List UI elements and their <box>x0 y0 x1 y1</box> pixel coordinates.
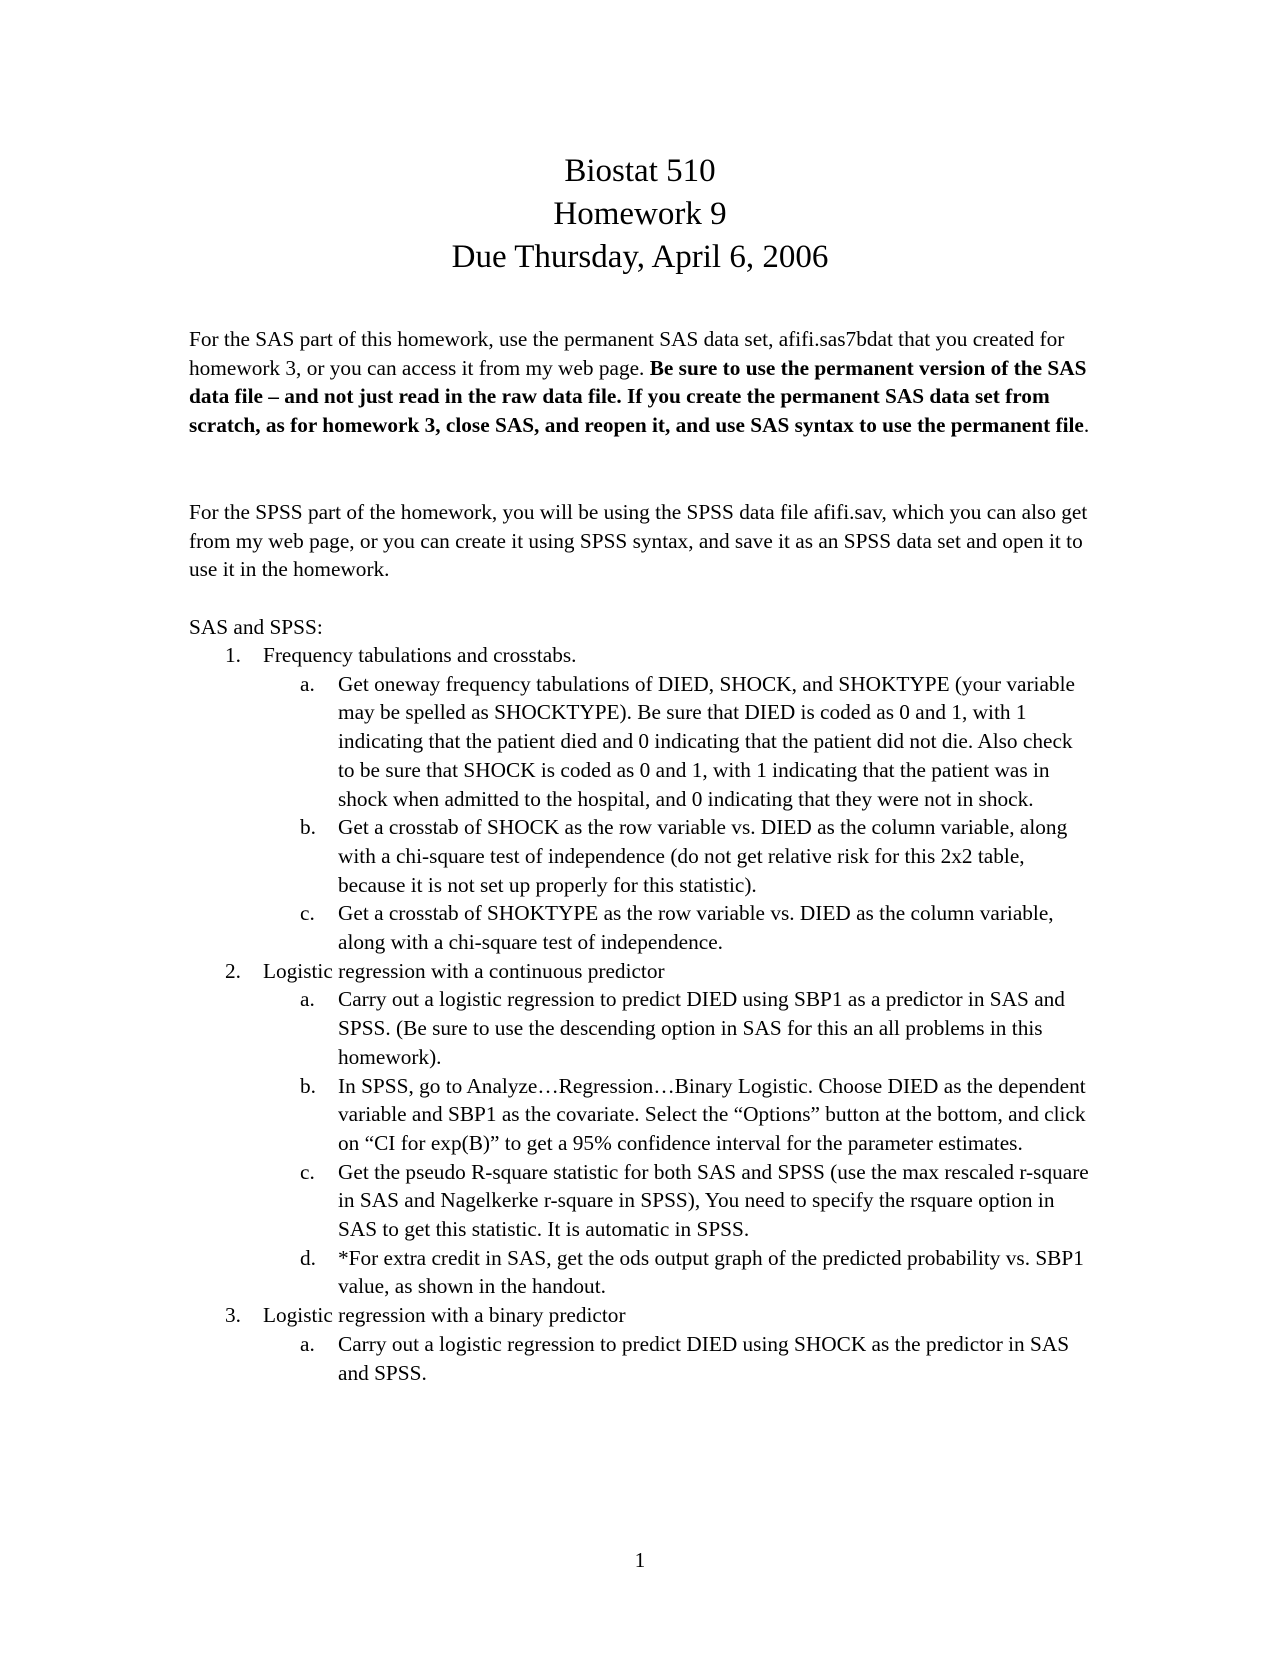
part-letter: b. <box>300 1073 316 1098</box>
part-letter: c. <box>300 1159 315 1184</box>
question-3-part-a <box>189 1330 1109 1387</box>
part-letter: a. <box>300 1331 315 1356</box>
intro-sas-end: . <box>1083 413 1090 438</box>
part-letter: b. <box>300 815 316 840</box>
due-date: Due Thursday, April 6, 2006 <box>451 239 829 275</box>
part-letter: d. <box>300 1245 316 1270</box>
part-text: Carry out a logistic regression to predict DIED using SBP1 as a predictor in SAS and SPSS. (Be sure to use the descending option in SAS for this an all problems in this homework). <box>338 987 1065 1069</box>
question-number: 1. <box>225 643 241 667</box>
question-2-part-b <box>189 1072 1109 1158</box>
question-title: Logistic regression with a binary predictor <box>263 1303 626 1328</box>
section-heading: SAS and SPSS: <box>189 615 323 639</box>
question-1-part-b <box>189 813 1109 899</box>
part-text: Get a crosstab of SHOCK as the row variable vs. DIED as the column variable, along with a chi-square test of independence (do not get relative risk for this 2x2 table, because it is not set up properly for this statistic). <box>338 815 1068 897</box>
part-text: Get the pseudo R-square statistic for both SAS and SPSS (use the max rescaled r-square in SAS and Nagelkerke r-square in SPSS), You need to specify the rsquare option in SAS to get this statistic. It is automatic in SPSS. <box>338 1159 1089 1242</box>
question-2-part-d <box>189 1244 1109 1301</box>
question-3 <box>189 1301 1109 1330</box>
intro-sas-bold: Be sure to use the permanent version of the SAS data file – and not just read in the raw data file. If you create the permanent SAS data set from scratch, as for homework 3, close SAS, and reopen it, and use SAS syntax to use the permanent file <box>189 355 1087 438</box>
part-letter: a. <box>300 671 315 696</box>
part-text: In SPSS, go to Analyze…Regression…Binary Logistic. Choose DIED as the dependent variable and SBP1 as the covariate. Select the “Options” button at the bottom, and click on “CI for exp(B)” to get a 95% confidence interval for the parameter estimates. <box>338 1073 1086 1155</box>
question-1-part-c <box>189 899 1109 956</box>
question-title: Logistic regression with a continuous predictor <box>263 958 665 983</box>
page-number: 1 <box>634 1548 646 1572</box>
question-number: 2. <box>225 958 241 983</box>
assignment-title: Homework 9 <box>553 196 727 232</box>
question-title: Frequency tabulations and crosstabs. <box>263 643 577 667</box>
intro-sas-paragraph <box>189 325 1099 440</box>
question-2 <box>189 957 1109 986</box>
question-2-part-c <box>189 1158 1109 1244</box>
intro-spss-paragraph: For the SPSS part of the homework, you will be using the SPSS data file afifi.sav, which you can also get from my web page, or you can create it using SPSS syntax, and save it as an SPSS data set and open it to use it in the homework. <box>189 500 1088 582</box>
title-block <box>0 150 1280 279</box>
question-1-part-a <box>189 670 1109 814</box>
question-1 <box>189 641 1109 670</box>
part-letter: c. <box>300 901 315 926</box>
course-title: Biostat 510 <box>564 153 716 189</box>
question-number: 3. <box>225 1303 241 1328</box>
part-text: Get oneway frequency tabulations of DIED, SHOCK, and SHOKTYPE (your variable may be spelled as SHOCKTYPE). Be sure that DIED is coded as 0 and 1, with 1 indicating that the patient died and 0 indicating that the patient did not die. Also check to be sure that SHOCK is coded as 0 and 1, with 1 indicating that the patient was in shock when admitted to the hospital, and 0 indicating that they were not in shock. <box>338 671 1075 811</box>
question-2-part-a <box>189 985 1109 1071</box>
part-text: Get a crosstab of SHOKTYPE as the row variable vs. DIED as the column variable, along with a chi-square test of independence. <box>338 901 1054 955</box>
part-letter: a. <box>300 987 315 1012</box>
part-text: *For extra credit in SAS, get the ods output graph of the predicted probability vs. SBP1 value, as shown in the handout. <box>338 1245 1084 1299</box>
part-text: Carry out a logistic regression to predict DIED using SHOCK as the predictor in SAS and SPSS. <box>338 1331 1070 1385</box>
question-list <box>189 641 1109 1387</box>
intro-sas-plain: For the SAS part of this homework, use the permanent SAS data set, afifi.sas7bdat that you created for homework 3, or you can access it from my web page. <box>189 327 1065 380</box>
